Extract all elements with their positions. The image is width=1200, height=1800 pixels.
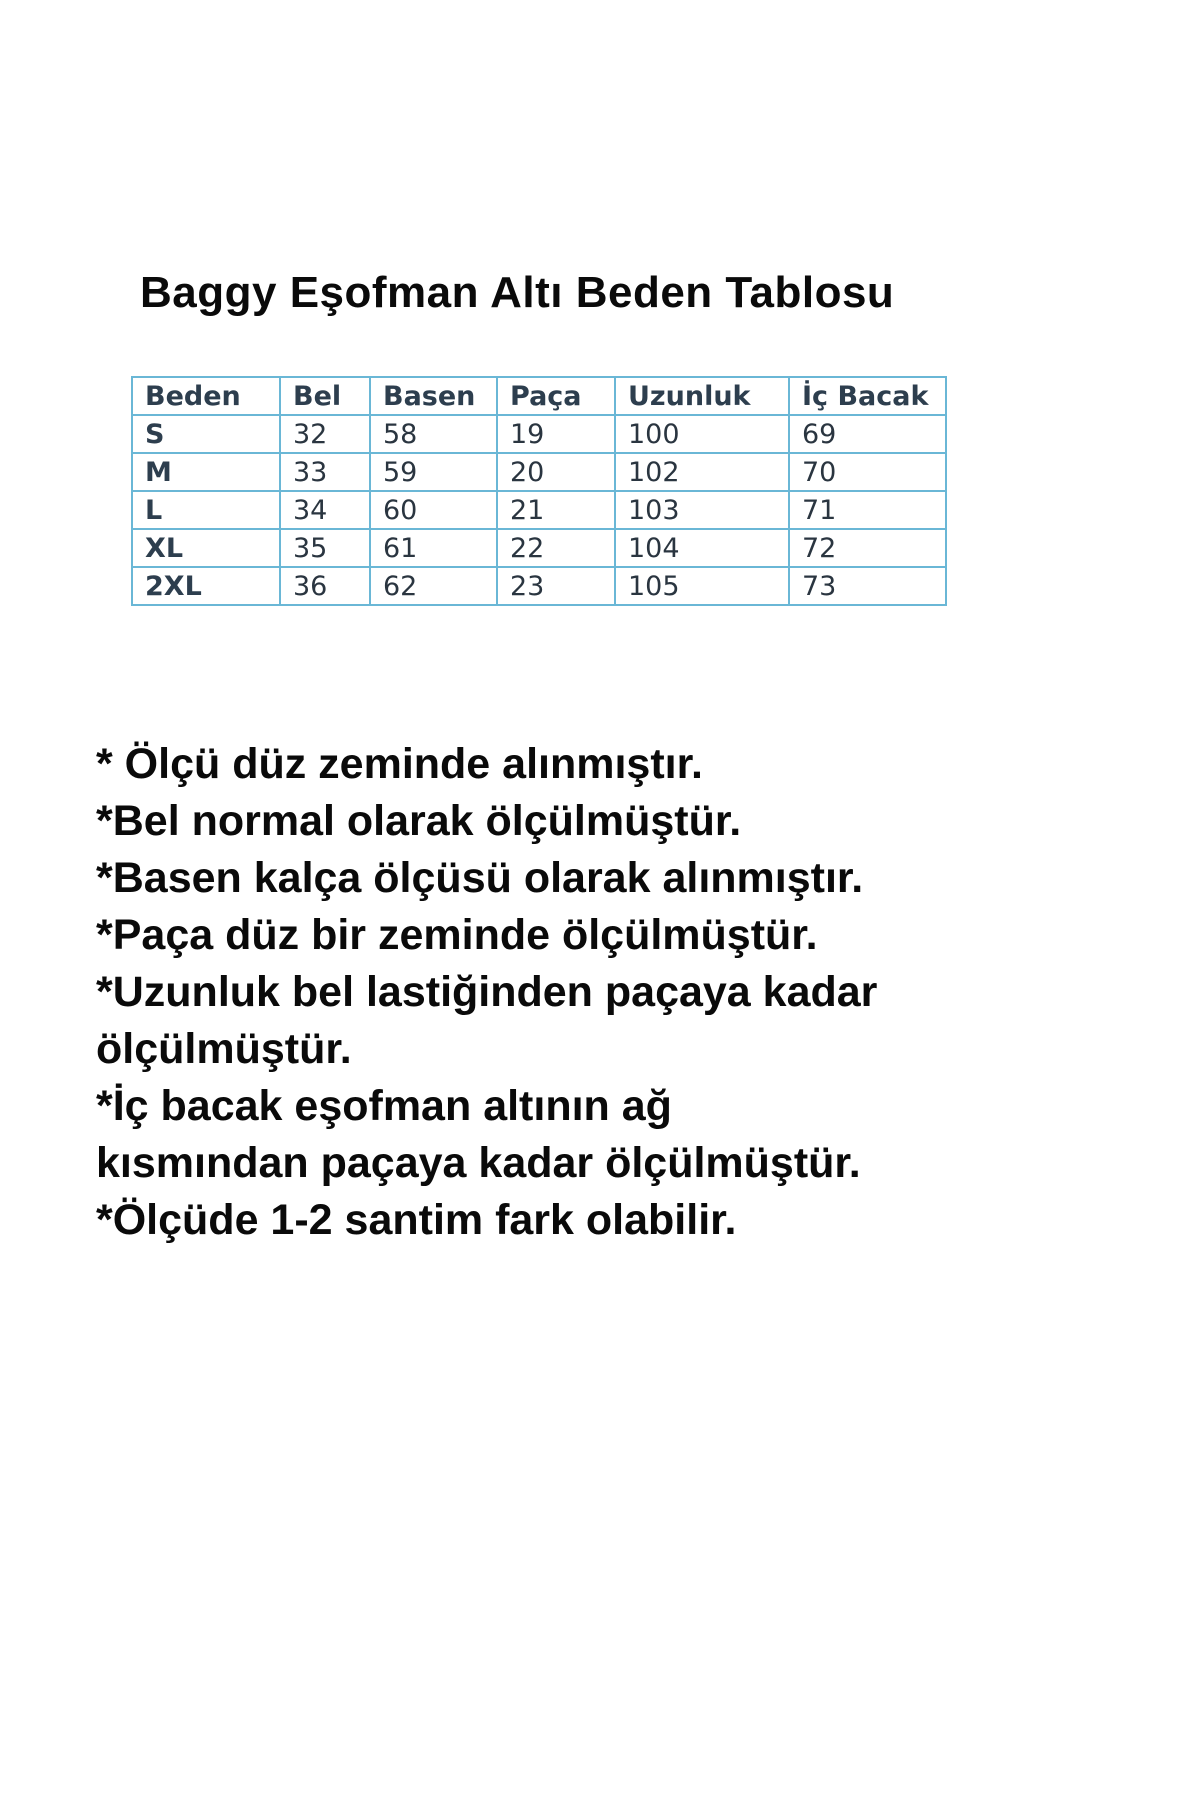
note-line: *Bel normal olarak ölçülmüştür.: [96, 797, 742, 845]
uzunluk-cell: 105: [615, 567, 789, 605]
uzunluk-cell: 102: [615, 453, 789, 491]
column-header-beden: Beden: [132, 377, 280, 415]
basen-cell: 58: [370, 415, 497, 453]
ic-bacak-cell: 72: [789, 529, 946, 567]
size-cell: S: [132, 415, 280, 453]
table-row: [132, 529, 946, 567]
column-header-basen: Basen: [370, 377, 497, 415]
bel-cell: 34: [280, 491, 370, 529]
column-header-ic-bacak: İç Bacak: [789, 377, 946, 415]
table-row: [132, 567, 946, 605]
basen-cell: 62: [370, 567, 497, 605]
paca-cell: 23: [497, 567, 615, 605]
uzunluk-cell: 103: [615, 491, 789, 529]
ic-bacak-cell: 71: [789, 491, 946, 529]
table-row: [132, 415, 946, 453]
table-row: [132, 491, 946, 529]
note-line: *Paça düz bir zeminde ölçülmüştür.: [96, 911, 818, 959]
size-cell: M: [132, 453, 280, 491]
bel-cell: 35: [280, 529, 370, 567]
paca-cell: 21: [497, 491, 615, 529]
uzunluk-cell: 104: [615, 529, 789, 567]
note-line: kısmından paçaya kadar ölçülmüştür.: [96, 1139, 861, 1187]
size-cell: L: [132, 491, 280, 529]
basen-cell: 60: [370, 491, 497, 529]
bel-cell: 36: [280, 567, 370, 605]
column-header-paca: Paça: [497, 377, 615, 415]
measurement-notes: [96, 736, 1176, 1249]
paca-cell: 20: [497, 453, 615, 491]
note-line: * Ölçü düz zeminde alınmıştır.: [96, 740, 703, 788]
bel-cell: 33: [280, 453, 370, 491]
table-header-row: [132, 377, 946, 415]
uzunluk-cell: 100: [615, 415, 789, 453]
basen-cell: 59: [370, 453, 497, 491]
size-cell: 2XL: [132, 567, 280, 605]
size-cell: XL: [132, 529, 280, 567]
ic-bacak-cell: 70: [789, 453, 946, 491]
note-line: *İç bacak eşofman altının ağ: [96, 1082, 672, 1130]
column-header-bel: Bel: [280, 377, 370, 415]
bel-cell: 32: [280, 415, 370, 453]
paca-cell: 19: [497, 415, 615, 453]
table-row: [132, 453, 946, 491]
note-line: *Basen kalça ölçüsü olarak alınmıştır.: [96, 854, 864, 902]
ic-bacak-cell: 69: [789, 415, 946, 453]
size-chart-table: [131, 376, 947, 606]
column-header-uzunluk: Uzunluk: [615, 377, 789, 415]
note-line: ölçülmüştür.: [96, 1025, 352, 1073]
note-line: *Ölçüde 1-2 santim fark olabilir.: [96, 1196, 737, 1244]
basen-cell: 61: [370, 529, 497, 567]
paca-cell: 22: [497, 529, 615, 567]
ic-bacak-cell: 73: [789, 567, 946, 605]
page-title: Baggy Eşofman Altı Beden Tablosu: [140, 268, 895, 317]
note-line: *Uzunluk bel lastiğinden paçaya kadar: [96, 968, 878, 1016]
